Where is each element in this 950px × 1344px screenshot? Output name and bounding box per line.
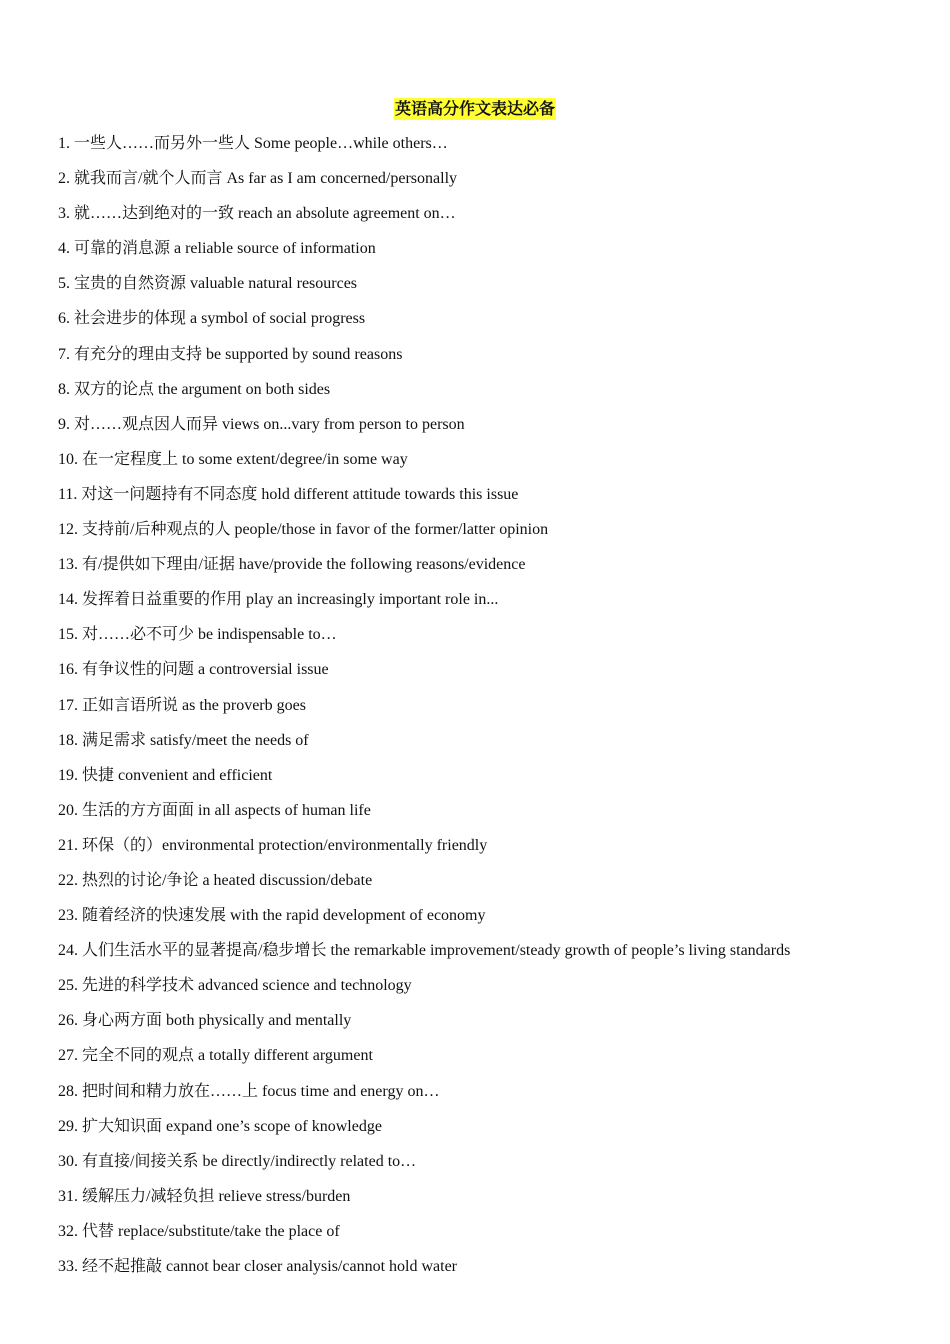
phrase-item: 22. 热烈的讨论/争论 a heated discussion/debate — [58, 871, 373, 889]
phrase-item: 13. 有/提供如下理由/证据 have/provide the following reasons/evidence — [58, 556, 526, 574]
phrase-item: 1. 一些人……而另外一些人 Some people…while others… — [58, 135, 448, 152]
phrase-item: 32. 代替 replace/substitute/take the place of — [58, 1222, 340, 1240]
phrase-item: 19. 快捷 convenient and efficient — [58, 766, 273, 784]
phrase-item: 16. 有争议性的问题 a controversial issue — [58, 661, 329, 679]
page-title: 英语高分作文表达必备 — [394, 99, 555, 118]
phrase-item: 30. 有直接/间接关系 be directly/indirectly related to… — [58, 1152, 417, 1170]
phrase-item: 31. 缓解压力/减轻负担 relieve stress/burden — [58, 1187, 351, 1205]
phrase-item: 8. 双方的论点 the argument on both sides — [58, 380, 331, 398]
phrase-item: 18. 满足需求 satisfy/meet the needs of — [58, 731, 309, 749]
phrase-item: 20. 生活的方方面面 in all aspects of human life — [58, 801, 371, 819]
phrase-item: 29. 扩大知识面 expand one’s scope of knowledge — [58, 1117, 382, 1135]
title-container — [0, 98, 950, 120]
phrase-item: 14. 发挥着日益重要的作用 play an increasingly important role in... — [58, 591, 499, 609]
phrase-item: 10. 在一定程度上 to some extent/degree/in some way — [58, 450, 408, 468]
phrase-item: 21. 环保（的）environmental protection/environmentally friendly — [58, 836, 488, 854]
phrase-item: 23. 随着经济的快速发展 with the rapid development of economy — [58, 907, 486, 925]
phrase-item: 33. 经不起推敲 cannot bear closer analysis/cannot hold water — [58, 1258, 458, 1275]
phrase-item: 17. 正如言语所说 as the proverb goes — [58, 696, 306, 714]
phrase-item: 7. 有充分的理由支持 be supported by sound reasons — [58, 345, 403, 363]
phrase-list — [58, 130, 928, 1288]
phrase-item: 28. 把时间和精力放在……上 focus time and energy on… — [58, 1082, 440, 1100]
phrase-item: 24. 人们生活水平的显著提高/稳步增长 the remarkable improvement/steady growth of people’s living standards — [58, 942, 791, 960]
phrase-item: 3. 就……达到绝对的一致 reach an absolute agreement on… — [58, 205, 456, 223]
phrase-item: 4. 可靠的消息源 a reliable source of information — [58, 240, 376, 258]
phrase-item: 9. 对……观点因人而异 views on...vary from person to person — [58, 415, 465, 433]
phrase-item: 27. 完全不同的观点 a totally different argument — [58, 1047, 373, 1065]
phrase-item: 6. 社会进步的体现 a symbol of social progress — [58, 310, 366, 328]
phrase-item: 11. 对这一问题持有不同态度 hold different attitude towards this issue — [58, 485, 519, 503]
phrase-item: 26. 身心两方面 both physically and mentally — [58, 1012, 352, 1030]
phrase-item: 2. 就我而言/就个人而言 As far as I am concerned/personally — [58, 170, 458, 188]
phrase-item: 12. 支持前/后种观点的人 people/those in favor of the former/latter opinion — [58, 521, 549, 539]
phrase-item: 15. 对……必不可少 be indispensable to… — [58, 626, 337, 644]
phrase-item: 25. 先进的科学技术 advanced science and technology — [58, 977, 412, 995]
phrase-item: 5. 宝贵的自然资源 valuable natural resources — [58, 275, 358, 293]
